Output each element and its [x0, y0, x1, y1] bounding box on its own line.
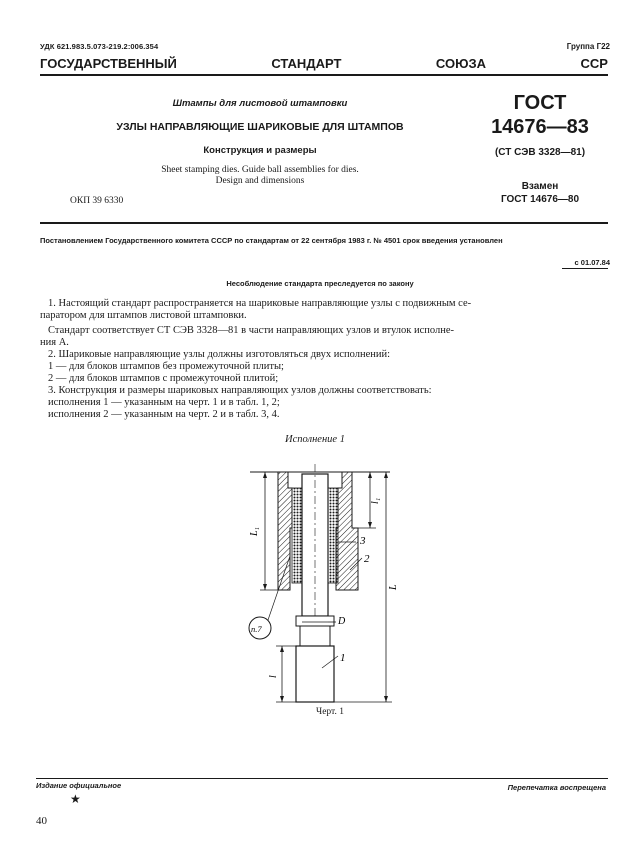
title-line-3: Конструкция и размеры: [203, 145, 317, 156]
title-line-1: Штампы для листовой штамповки: [172, 98, 348, 109]
effective-date: с 01.07.84: [574, 258, 610, 267]
okp-code: ОКП 39 6330: [70, 196, 124, 206]
label-part-1: 1: [340, 652, 346, 664]
title-line-2: УЗЛЫ НАПРАВЛЯЮЩИЕ ШАРИКОВЫЕ ДЛЯ ШТАМПОВ: [116, 121, 404, 133]
star-icon: ★: [70, 792, 81, 806]
gost-number: 14676—83: [491, 116, 589, 138]
banner-word: СТАНДАРТ: [271, 56, 342, 71]
dimension-L1: [249, 472, 278, 590]
law-notice: Несоблюдение стандарта преследуется по закону: [226, 279, 414, 288]
title-rule: [40, 222, 608, 224]
paragraph-2b: ния А.: [40, 337, 69, 348]
banner-word: СОЮЗА: [435, 56, 487, 71]
udk-code: УДК 621.983.5.073-219.2:006.354: [40, 42, 159, 51]
english-title-line-2: Design and dimensions: [215, 176, 305, 186]
paragraph-3: 2. Шариковые направляющие узлы должны изготовляться двух исполнений:: [48, 349, 391, 360]
gost-label: ГОСТ: [513, 92, 567, 114]
guide-assembly-drawing: [230, 460, 410, 710]
label-L1: L₁: [249, 526, 260, 536]
page-number: 40: [36, 815, 47, 827]
paragraph-7: исполнения 1 — указанным на черт. 1 и в табл. 1, 2;: [48, 397, 280, 408]
label-n7: п.7: [251, 624, 262, 634]
sev-reference: (СТ СЭВ 3328—81): [494, 147, 586, 158]
paragraph-2a: Стандарт соответствует СТ СЭВ 3328—81 в части направляющих узлов и втулок исполне-: [48, 325, 455, 336]
dimension-l: [268, 646, 296, 702]
reprint-prohibited: Перепечатка воспрещена: [507, 783, 606, 792]
decree-text: Постановлением Государственного комитета СССР по стандартам от 22 сентября 1983 г. № 4501 срок введения установлен: [40, 236, 503, 245]
label-D: D: [338, 616, 346, 627]
paragraph-1a: 1. Настоящий стандарт распространяется на шариковые направляющие узлы с подвижным се-: [48, 298, 472, 309]
header-rule: [40, 74, 608, 76]
official-edition: Издание официальное: [36, 781, 122, 790]
banner-word: ССР: [580, 56, 608, 71]
english-title-line-1: Sheet stamping dies. Guide ball assemblies for dies.: [161, 165, 359, 175]
figure-heading: Исполнение 1: [285, 434, 345, 445]
label-l: l: [268, 675, 279, 678]
state-standard-banner: [40, 56, 608, 71]
replaces-label: Взамен: [521, 181, 559, 192]
paragraph-5: 2 — для блоков штампов с промежуточной плитой;: [48, 373, 279, 384]
guide-pillar-part-1: [296, 464, 334, 704]
paragraph-8: исполнения 2 — указанным на черт. 2 и в табл. 3, 4.: [48, 409, 280, 420]
dimension-l1: [358, 472, 381, 528]
banner-word: ГОСУДАРСТВЕННЫЙ: [40, 56, 177, 71]
replaces-value: ГОСТ 14676—80: [500, 194, 580, 205]
english-title: [100, 165, 420, 187]
label-l1: l₁: [370, 497, 381, 504]
figure-caption: Черт. 1: [316, 707, 344, 717]
label-part-2: 2: [364, 553, 370, 565]
group-code: Группа Г22: [566, 42, 610, 51]
paragraph-4: 1 — для блоков штампов без промежуточной плиты;: [48, 361, 284, 372]
label-part-3: 3: [360, 535, 366, 547]
paragraph-1b: паратором для штампов листовой штамповки.: [40, 310, 247, 321]
paragraph-6: 3. Конструкция и размеры шариковых направляющих узлов должны соответствовать:: [48, 385, 432, 396]
label-L: L: [388, 584, 399, 590]
footer-rule: [36, 778, 608, 779]
date-underline: [562, 268, 608, 269]
